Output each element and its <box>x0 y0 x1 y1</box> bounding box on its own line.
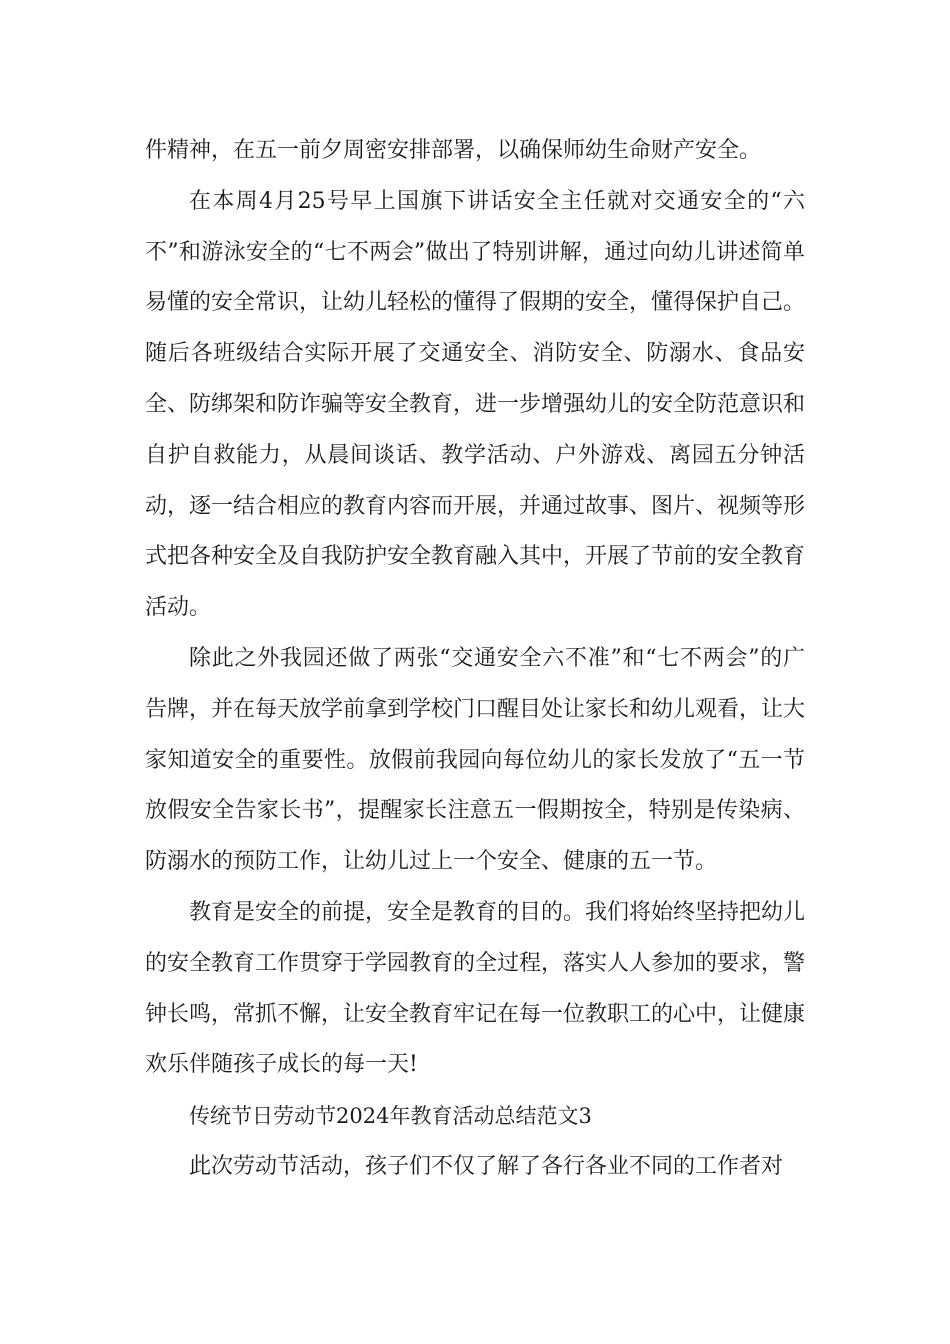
paragraph-safety-lecture: 在本周4月25号早上国旗下讲话安全主任就对交通安全的“六不”和游泳安全的“七不两会”做出了特别讲解，通过向幼儿讲述简单易懂的安全常识，让幼儿轻松的懂得了假期的安全，懂得保护自己。随后各班级结合实际开展了交通安全、消防安全、防溺水、食品安全、防绑架和防诈骗等安全教育，进一步增强幼儿的安全防范意识和自护自救能力，从晨间谈话、教学活动、户外游戏、离园五分钟活动，逐一结合相应的教育内容而开展，并通过故事、图片、视频等形式把各种安全及自我防护安全教育融入其中，开展了节前的安全教育活动。 <box>145 188 806 621</box>
paragraph-continuation: 件精神，在五一前夕周密安排部署，以确保师幼生命财产安全。 <box>145 138 762 163</box>
paragraph-conclusion: 教育是安全的前提，安全是教育的目的。我们将始终坚持把幼儿的安全教育工作贯穿于学园教育的全过程，落实人人参加的要求，警钟长鸣，常抓不懈，让安全教育牢记在每一位教职工的心中，让健康欢乐伴随孩子成长的每一天! <box>145 899 806 1078</box>
paragraph-billboards: 除此之外我园还做了两张“交通安全六不准”和“七不两会”的广告牌，并在每天放学前拿到学校门口醒目处让家长和幼儿观看，让大家知道安全的重要性。放假前我园向每位幼儿的家长发放了“五一节放假安全告家长书”，提醒家长注意五一假期按全，特别是传染病、防溺水的预防工作，让幼儿过上一个安全、健康的五一节。 <box>145 645 806 875</box>
document-body <box>145 126 805 1193</box>
section-heading: 传统节日劳动节2024年教育活动总结范文3 <box>189 1104 592 1129</box>
paragraph-labor-day: 此次劳动节活动，孩子们不仅了解了各行各业不同的工作者对 <box>189 1153 784 1179</box>
